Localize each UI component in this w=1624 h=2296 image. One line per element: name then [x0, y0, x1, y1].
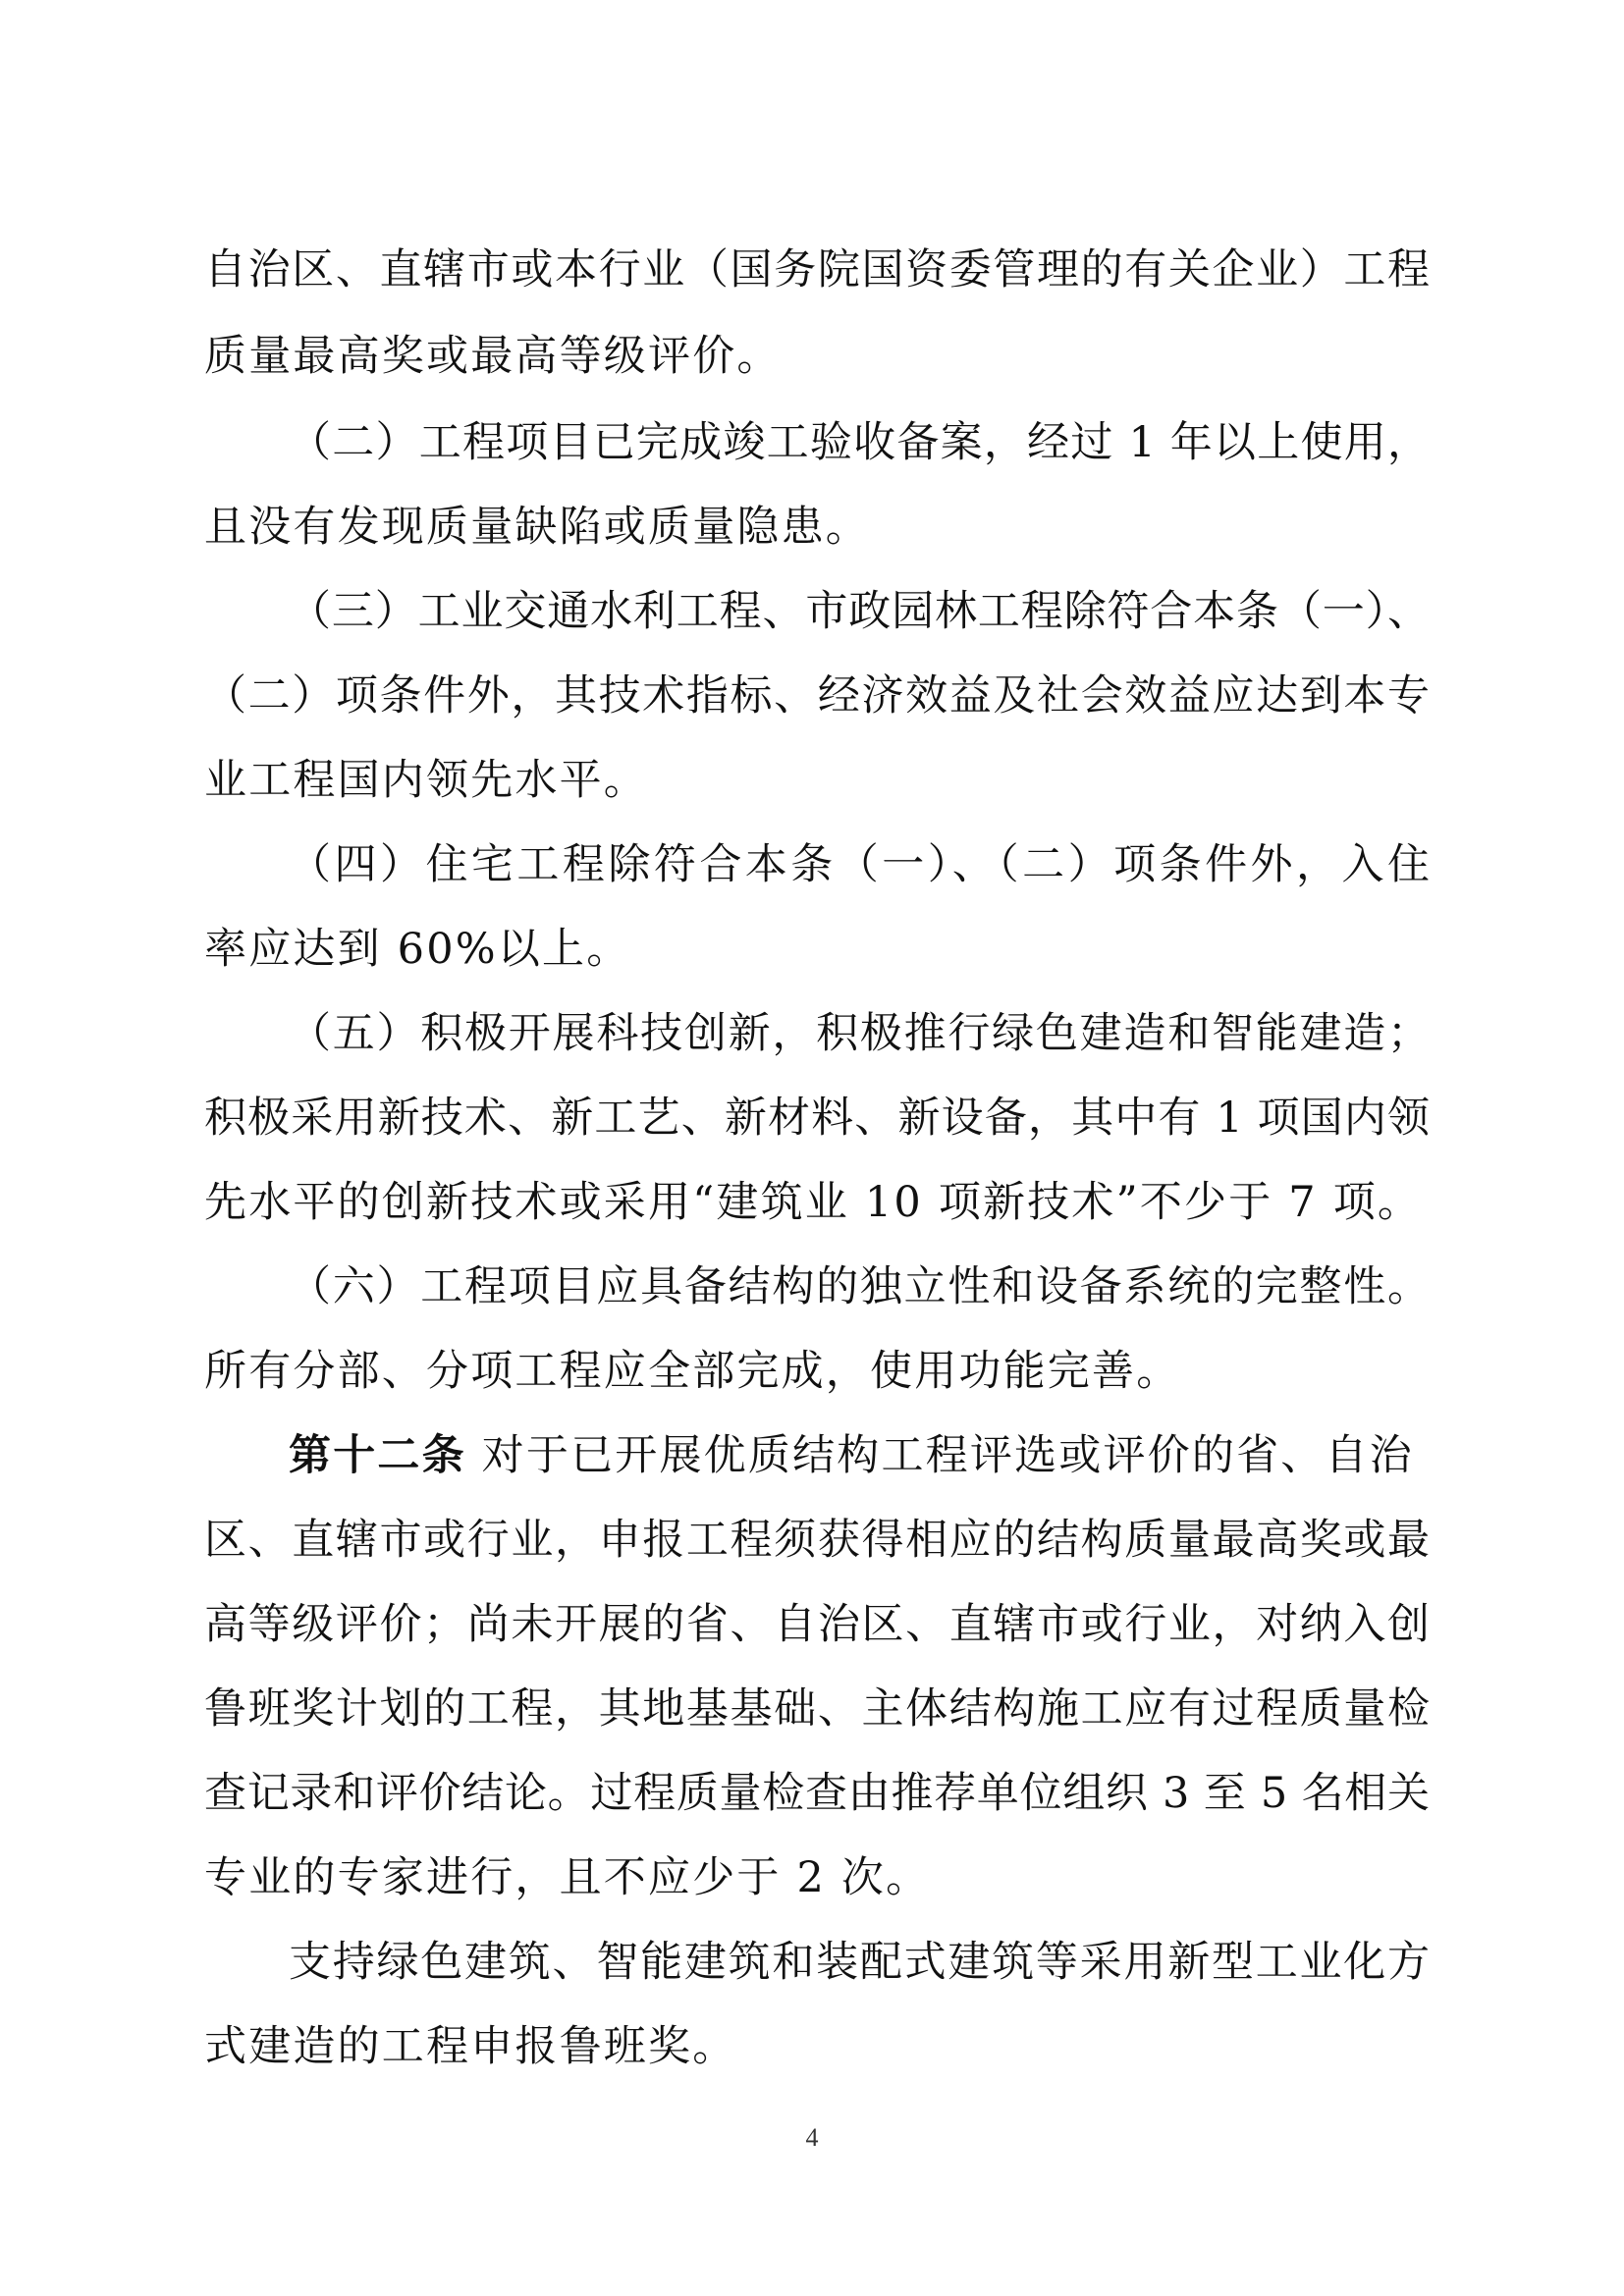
paragraph-line: [204, 2019, 736, 2074]
paragraph-line: [204, 1513, 1430, 1568]
line-text: 区、直辖市或行业，申报工程须获得相应的结构质量最高奖或最: [204, 1516, 1430, 1565]
paragraph-line: [204, 753, 648, 808]
line-text: 质量最高奖或最高等级评价。: [204, 332, 782, 381]
line-text: （三）工业交通水利工程、市政园林工程除符合本条（一）、: [289, 587, 1430, 636]
line-text: 所有分部、分项工程应全部完成，使用功能完善。: [204, 1347, 1181, 1396]
paragraph-line: [289, 415, 1430, 470]
line-text: 对于已开展优质结构工程评选或评价的省、自治: [465, 1431, 1414, 1480]
line-text: 支持绿色建筑、智能建筑和装配式建筑等采用新型工业化方: [289, 1938, 1430, 1987]
article-number: 第十二条: [289, 1431, 466, 1480]
line-text: （六）工程项目应具备结构的独立性和设备系统的完整性。: [289, 1262, 1430, 1311]
line-text: 且没有发现质量缺陷或质量隐患。: [204, 503, 870, 552]
paragraph-line: [204, 668, 1430, 723]
line-text: （二）项条件外，其技术指标、经济效益及社会效益应达到本专: [204, 671, 1430, 721]
paragraph-line: [204, 1766, 1430, 1821]
paragraph-line: [204, 1850, 930, 1905]
line-text: 高等级评价；尚未开展的省、自治区、直辖市或行业，对纳入创: [204, 1600, 1430, 1649]
line-text: 自治区、直辖市或本行业（国务院国资委管理的有关企业）工程: [204, 245, 1430, 294]
line-text: 式建造的工程申报鲁班奖。: [204, 2022, 737, 2071]
paragraph-line: [204, 1175, 1422, 1230]
line-text: （五）积极开展科技创新，积极推行绿色建造和智能建造；: [289, 1009, 1430, 1058]
paragraph-line: [289, 837, 1430, 892]
paragraph-line: [289, 1006, 1430, 1061]
paragraph-line: [289, 584, 1430, 639]
paragraph-line: [204, 922, 630, 977]
line-text: （二）工程项目已完成竣工验收备案，经过 1 年以上使用，: [289, 418, 1430, 467]
line-text: （四）住宅工程除符合本条（一）、（二）项条件外，入住: [289, 840, 1430, 889]
paragraph-line: [204, 1682, 1430, 1736]
paragraph-line: [204, 1597, 1430, 1652]
paragraph-line: [204, 500, 870, 555]
paragraph-line: [204, 1091, 1430, 1146]
paragraph-line: [289, 1935, 1430, 1990]
line-text: 查记录和评价结论。过程质量检查由推荐单位组织 3 至 5 名相关: [204, 1769, 1430, 1818]
line-text: 专业的专家进行，且不应少于 2 次。: [204, 1853, 931, 1902]
line-text: 鲁班奖计划的工程，其地基基础、主体结构施工应有过程质量检: [204, 1684, 1430, 1734]
paragraph-line: [289, 1259, 1430, 1314]
line-text: 积极采用新技术、新工艺、新材料、新设备，其中有 1 项国内领: [204, 1094, 1430, 1143]
line-text: 先水平的创新技术或采用“建筑业 10 项新技术”不少于 7 项。: [204, 1178, 1423, 1227]
line-text: 业工程国内领先水平。: [204, 756, 648, 805]
paragraph-line: [204, 1344, 1180, 1399]
paragraph-line: [204, 329, 782, 384]
line-text: 率应达到 60%以上。: [204, 925, 631, 974]
article-heading-line: [289, 1428, 1414, 1483]
page-number: 4: [805, 2123, 819, 2152]
paragraph-line: [204, 242, 1430, 297]
